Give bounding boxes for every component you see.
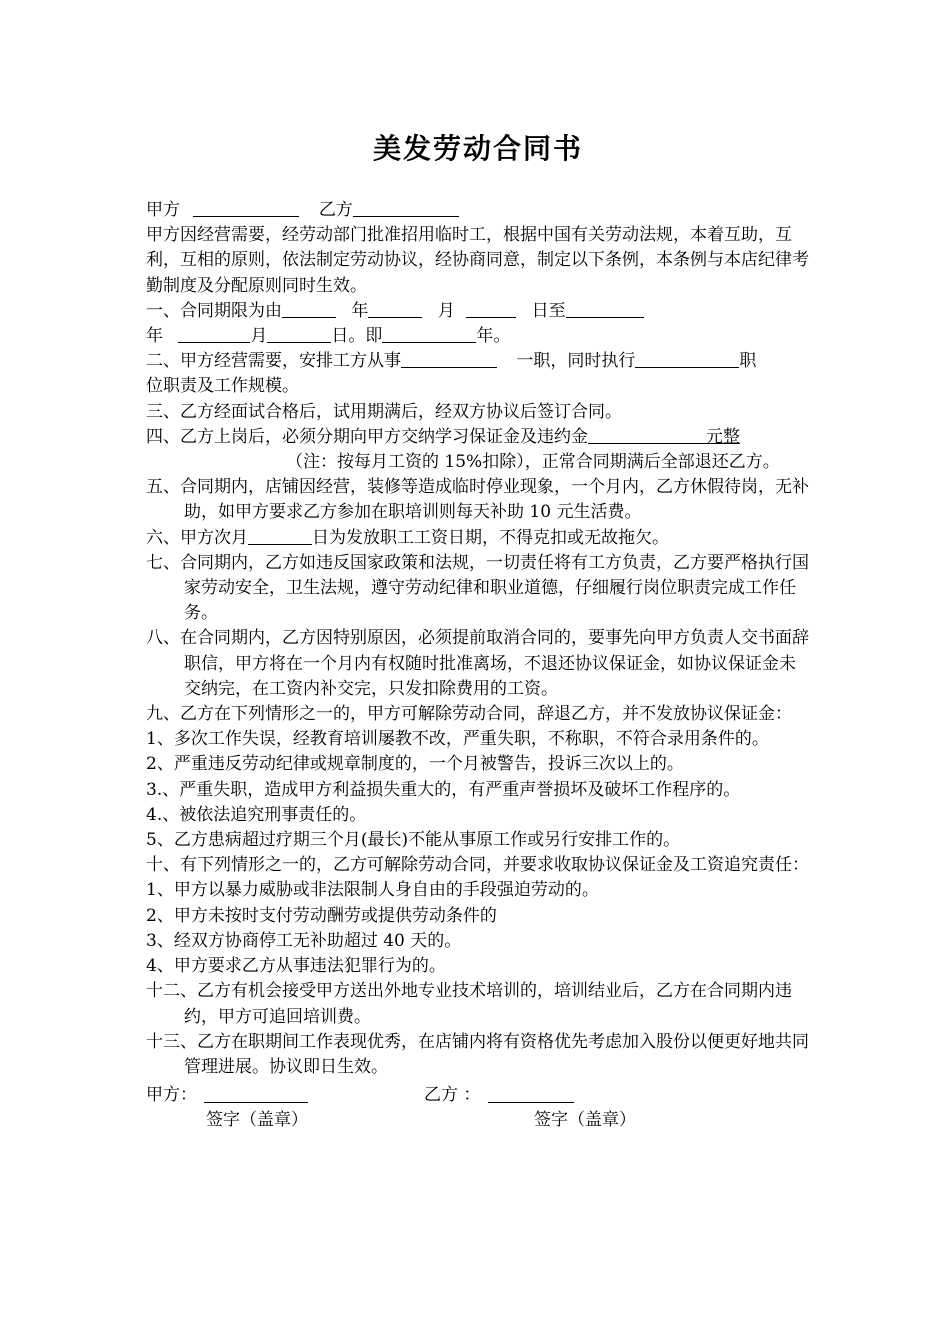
blank	[248, 526, 312, 545]
document-title: 美发劳动合同书	[372, 132, 583, 165]
clause-9: 九、乙方在下列情形之一的，甲方可解除劳动合同，辞退乙方，并不发放协议保证金：	[146, 704, 792, 725]
clause-4-unit: 元整	[706, 426, 740, 447]
party-a-signature-line	[204, 1084, 308, 1103]
clause-1-day2: 日。即	[331, 326, 383, 347]
clause-2-cont: 位职责及工作规模。	[146, 376, 299, 397]
party-a-sign-note: 签字（盖章）	[206, 1110, 308, 1131]
clause-3: 三、乙方经面试合格后，试用期满后，经双方协议后签订合同。	[146, 401, 622, 422]
signature-note-row	[146, 1105, 810, 1130]
clause-4-note: （注：按每月工资的 15%扣除），正常合同期满后全部退还乙方。	[286, 452, 780, 473]
clause-2	[146, 349, 810, 374]
clause-4	[146, 425, 810, 450]
clause-10-item: 1、甲方以暴力威胁或非法限制人身自由的手段强迫劳动的。	[146, 880, 599, 901]
party-b-sign-note: 签字（盖章）	[534, 1110, 636, 1131]
clause-10: 十、有下列情形之一的，乙方可解除劳动合同，并要求收取协议保证金及工资追究责任：	[146, 855, 809, 876]
clause-1	[146, 299, 810, 324]
clause-13: 十三、乙方在职期间工作表现优秀，在店铺内将有资格优先考虑加入股份以便更好地共同管理进展。协议即日生效。	[146, 1031, 809, 1077]
blank	[382, 324, 476, 343]
blank	[588, 425, 706, 444]
clause-2-text: 二、甲方经营需要，安排工方从事	[146, 351, 401, 372]
intro-paragraph: 甲方因经营需要，经劳动部门批准招用临时工，根据中国有关劳动法规，本着互助，互利，互相的原则，依法制定劳动协议，经协商同意，制定以下条例，本条例与本店纪律考勤制度及分配原则同时生效。	[146, 225, 809, 296]
blank	[566, 299, 644, 318]
clause-1-cont	[146, 324, 810, 349]
blank	[178, 324, 250, 343]
clause-10-item: 4、甲方要求乙方从事违法犯罪行为的。	[146, 956, 446, 977]
clause-1-year: 年	[351, 300, 369, 321]
party-b-blank	[353, 198, 459, 217]
party-a-signature-label: 甲方：	[146, 1085, 197, 1106]
clause-6	[146, 526, 810, 551]
clause-1-year2: 年	[146, 326, 163, 347]
party-b-label: 乙方	[318, 200, 353, 220]
blank	[282, 299, 336, 318]
contract-body	[146, 198, 810, 1130]
clause-1-to: 日至	[531, 300, 566, 321]
party-b-signature-label: 乙方 ：	[424, 1085, 481, 1106]
clause-1-month2: 月	[250, 326, 268, 347]
blank	[635, 349, 739, 368]
blank	[466, 299, 516, 318]
clause-9-item: 1、多次工作失误，经教育培训屡教不改，严重失职，不称职，不符合录用条件的。	[146, 729, 769, 750]
blank	[368, 299, 422, 318]
clause-8: 八、在合同期内，乙方因特别原因，必须提前取消合同的，要事先向甲方负责人交书面辞职信，甲方将在一个月内有权随时批准离场，不退还协议保证金，如协议保证金未交纳完，在工资内补交完，只发扣除费用的工资。	[146, 628, 809, 699]
party-a-blank	[193, 198, 299, 217]
party-a-label: 甲方	[146, 200, 180, 220]
clause-2-tail: 职	[739, 351, 757, 372]
blank	[401, 349, 497, 368]
clause-10-item: 2、甲方未按时支付劳动酬劳或提供劳动条件的	[146, 905, 497, 926]
clause-10-item: 3、经双方协商停工无补助超过 40 天的。	[146, 930, 462, 951]
clause-9-item: 2、严重违反劳动纪律或规章制度的，一个月被警告，投诉三次以上的。	[146, 754, 684, 775]
clause-9-item: 3.、严重失职，造成甲方利益损失重大的，有严重声誉损坏及破坏工作程序的。	[146, 779, 741, 800]
clause-2-text-b: 一职，同时执行	[516, 351, 636, 372]
clause-12: 十二、乙方有机会接受甲方送出外地专业技术培训的，培训结业后，乙方在合同期内违约，甲方可追回培训费。	[146, 981, 792, 1027]
clause-9-item: 4.、被依法追究刑事责任的。	[146, 804, 367, 825]
clause-1-text: 一、合同期限为由	[146, 300, 282, 321]
clause-6-text-b: 日为发放职工工资日期，不得克扣或无故拖欠。	[312, 527, 669, 548]
clause-5: 五、合同期内，店铺因经营，装修等造成临时停业现象，一个月内，乙方休假待岗，无补助，如甲方要求乙方参加在职培训则每天补助 10 元生活费。	[146, 477, 809, 523]
clause-1-years: 年。	[476, 326, 511, 347]
clause-9-item: 5、乙方患病超过疗期三个月(最长)不能从事原工作或另行安排工作的。	[146, 830, 681, 851]
clause-1-month: 月	[437, 300, 455, 321]
blank	[267, 324, 331, 343]
clause-4-text: 四、乙方上岗后，必须分期向甲方交纳学习保证金及违约金	[146, 426, 588, 447]
party-b-signature-line	[488, 1084, 574, 1103]
clause-7: 七、合同期内，乙方如违反国家政策和法规，一切责任将有工方负责，乙方要严格执行国家劳动安全，卫生法规，遵守劳动纪律和职业道德，仔细履行岗位职责完成工作任务。	[146, 552, 809, 624]
clause-6-text: 六、甲方次月	[146, 527, 248, 548]
signature-row	[146, 1080, 810, 1105]
parties-line	[146, 198, 810, 223]
